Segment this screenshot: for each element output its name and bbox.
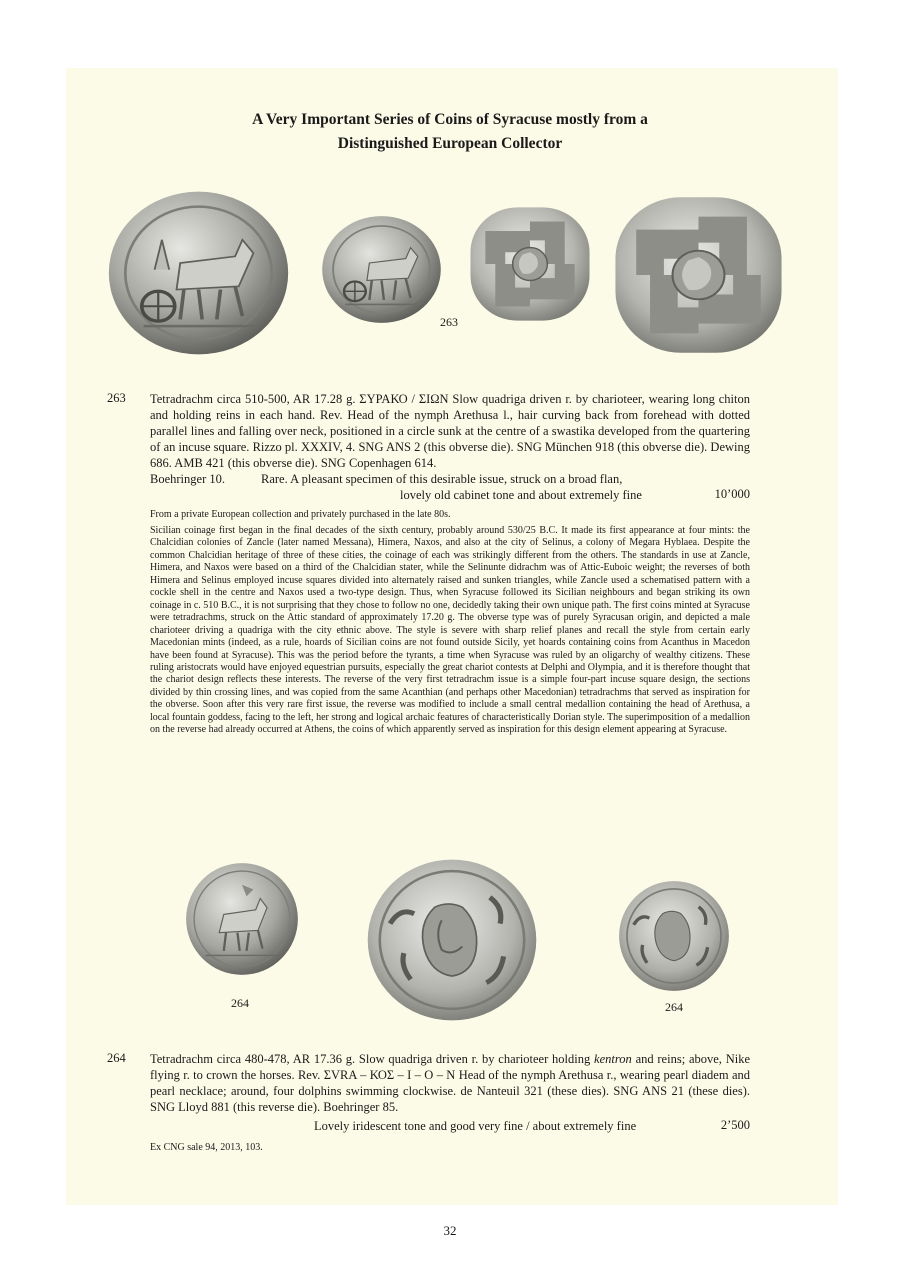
provenance-264: Ex CNG sale 94, 2013, 103. <box>150 1142 263 1153</box>
plate-label-264-left: 264 <box>231 996 249 1010</box>
coin-263-obverse-large <box>107 190 290 356</box>
coin-263-obverse-small <box>321 215 442 324</box>
coin-263-reverse-small <box>468 205 592 323</box>
lot-number-263: 263 <box>107 391 126 405</box>
page-title: A Very Important Series of Coins of Syracuse mostly from a Distinguished European Collector <box>252 111 648 152</box>
plate-label-264-right: 264 <box>665 1000 683 1014</box>
coin-264-obverse <box>185 862 299 976</box>
provenance-263: From a private European collection and privately purchased in the late 80s. <box>150 509 451 520</box>
condition-263: lovely old cabinet tone and about extremely fine <box>400 488 642 502</box>
condition-264: Lovely iridescent tone and good very fine / about extremely fine <box>314 1119 637 1133</box>
page-number: 32 <box>443 1223 457 1238</box>
coin-264-reverse-small <box>618 880 730 992</box>
essay-text: Sicilian coinage first began in the final decades of the sixth century, probably around 530/25 B.C. It made its first appearance at four mints: the Chalcidian colonies of Zancle (later named Messana), Himera, Naxos, and also at the city of Selinus, a colony of Megara Hyblaea. Despite the common Chalcidian heritage of three of these cities, the coinage of each was strikingly different from the others. The standards in use at Zancle, Himera, and Naxos were based on a third of the Chalcidian stater, while the Selinunte didrachm was of Attic-Euboic weight; the reverses of both Himera and Selinus employed incuse squares divided into alternately raised and sunken triangles, while Zancle used a schematised pattern with a cockle shell in the centre and Naxos used a two-type design. Thus, when Syracuse followed its Sicilian neighbours and began striking its own coinage in c. 510 B.C., it is not surprising that they chose to follow no one, decidedly taking their own unique path. The first coins minted at Syracuse were tetradrachms, struck on the Attic standard of approximately 17.20 g. The obverse type was of purely Syracusan origin, and depicted a male charioteer driving a quadriga with the city ethnic above. The style is severe with sharp relief planes and recall the style from certain early Macedonian mints (indeed, as a rule, hoards of Sicilian coins are not found outside Sicily, yet hoards containing coins from Acanthus in Macedon have been found at Syracuse). This was the period before the tyrants, a time when Syracuse was ruled by an oligarchy of wealthy citizens. These ruling aristocrats would have enjoyed equestrian pursuits, especially the great chariot contests at Delphi and Olympia, and it is therefore thought that the chariot design reflects these interests. The reverse of the very first tetradrachm issue is a simple four-part incuse square design, the sections divided by thin crossing lines, and was copied from the same Acanthian (and perhaps other Macedonian) tetradrachms that served as inspiration for the obverse. Soon after this very rare first issue, the reverse was modified to include a small central medallion containing the head of Arethusa, a local fountain goddess, facing to the left, her strong and logical archaic features of characteristically Dorian style. The superimposition of a medallion on the reverse had already occurred at Athens, the coins of which apparently served as inspiration for this design element appearing at Syracuse. <box>150 525 750 736</box>
lot-number-264: 264 <box>107 1051 126 1065</box>
lot-description-264: Tetradrachm circa 480-478, AR 17.36 g. Slow quadriga driven r. by charioteer holding kentron and reins; above, Nike flying r. to crown the horses. Rev. ΣVRA – ΚΟΣ – Ι – Ο – Ν Head of the nymph Arethusa r., wearing pearl diadem and pearl necklace; around, four dolphins swimming clockwise. de Nanteuil 321 (these dies). SNG ANS 21 (these dies). SNG Lloyd 881 (this reverse die). Boehringer 85. <box>150 1052 751 1114</box>
price-264: 2’500 <box>720 1118 750 1132</box>
lot-description-263: Tetradrachm circa 510-500, AR 17.28 g. ΣΥΡΑΚΟ / ΣΙΩΝ Slow quadriga driven r. by charioteer, wearing long chiton and holding reins in each hand. Rev. Head of the nymph Arethusa l., hair curving back from forehead with dotted parallel lines and falling over neck, positioned in a circle sunk at the centre of a swastika developed from the quartering of an incuse square. Rizzo pl. XXXIV, 4. SNG ANS 2 (this obverse die). SNG München 918 (this obverse die). Dewing 686. AMB 421 (this obverse die). SNG Copenhagen 614. Boehringer 10. Rare. A pleasant specimen of this desirable issue, struck on a broad flan, <box>150 392 750 486</box>
coin-264-reverse-large <box>366 858 538 1022</box>
price-263: 10’000 <box>714 487 750 501</box>
coin-263-reverse-large <box>612 194 785 356</box>
plate-label-263: 263 <box>440 315 458 329</box>
